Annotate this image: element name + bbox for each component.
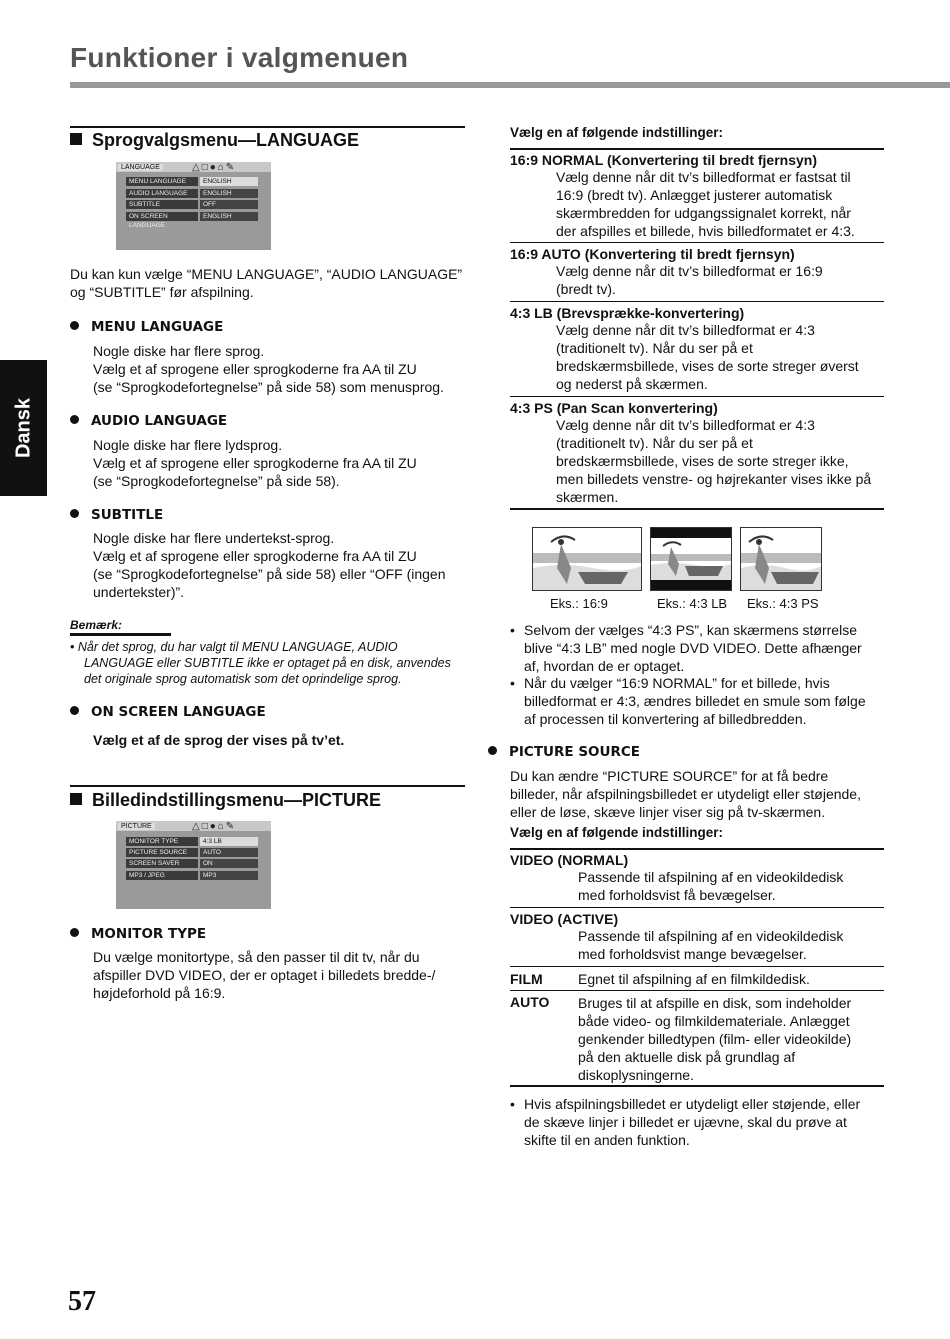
option-video-active: VIDEO (ACTIVE) Passende til afspilning af en videokildedisk med forholdsvist mange bevægelser. xyxy=(510,911,844,962)
caption-4-3-ps: Eks.: 4:3 PS xyxy=(747,596,819,611)
note-2: • Når du vælger “16:9 NORMAL” for et billede, hvis billedformat er 4:3, ændres billedet en smule som følge af processen til konvertering af billedbredden. xyxy=(510,675,866,727)
table-divider xyxy=(510,242,884,243)
option-film: FILM Egnet til afspilning af en filmkildedisk. xyxy=(510,971,810,987)
language-section-heading xyxy=(70,130,359,151)
illustration-4-3-ps xyxy=(740,527,822,591)
monitor-type-heading: MONITOR TYPE xyxy=(70,926,206,942)
table-divider xyxy=(510,396,884,397)
osl-heading: ON SCREEN LANGUAGE xyxy=(70,704,266,720)
table-divider xyxy=(510,966,884,967)
menu-row: PICTURE SOURCE AUTO xyxy=(126,848,258,857)
section-rule xyxy=(70,126,465,128)
table-rule xyxy=(510,1085,884,1087)
picture-section-heading xyxy=(70,790,381,811)
table-divider xyxy=(510,301,884,302)
bullet-icon xyxy=(70,321,79,330)
menu-row: ON SCREEN LANGUAGE ENGLISH xyxy=(126,212,258,221)
page-number: 57 xyxy=(68,1286,96,1317)
beach-image xyxy=(533,528,641,590)
option-4-3-ps: 4:3 PS (Pan Scan konvertering) Vælg denne når dit tv’s billedformat er 4:3 (traditionelt tv). Når du ser på et bredskærmsbillede, vises de sorte streger ikke, men billedets venstre- og højrekanter vises ikke på skærmen. xyxy=(510,400,872,505)
bullet-icon xyxy=(70,928,79,937)
audio-language-heading: AUDIO LANGUAGE xyxy=(70,413,227,429)
subtitle-heading: SUBTITLE xyxy=(70,507,163,523)
square-bullet-icon xyxy=(70,793,82,805)
language-menu-screenshot xyxy=(116,162,271,250)
final-note: • Hvis afspilningsbilledet er utydeligt eller støjende, eller de skæve linjer i billedet er ujævne, skal du prøve at skifte til en anden funktion. xyxy=(510,1096,861,1148)
title-rule xyxy=(70,82,950,88)
picture-heading-text: Billedindstillingsmenu—PICTURE xyxy=(92,790,382,810)
caption-4-3-lb: Eks.: 4:3 LB xyxy=(657,596,728,611)
remark-title: Bemærk: xyxy=(70,618,123,632)
page-title: Funktioner i valgmenuen xyxy=(70,42,409,73)
audio-language-text: Nogle diske har flere lydsprog. Vælg et af sprogene eller sprogkoderne fra AA til ZU (se “Sprogkodefortegnelse” på side 58). xyxy=(93,437,417,489)
menu-language-text: Nogle diske har flere sprog. Vælg et af sprogene eller sprogkoderne fra AA til ZU (se “Sprogkodefortegnelse” på side 58) som menusprog. xyxy=(93,343,444,395)
caption-16-9: Eks.: 16:9 xyxy=(550,596,608,611)
remark-text: • Når det sprog, du har valgt til MENU LANGUAGE, AUDIO LANGUAGE eller SUBTITLE ikke er optaget på en disk, anvendes det originale sprog automatisk som det oprindelige sprog. xyxy=(70,640,451,686)
bullet-icon xyxy=(488,746,497,755)
option-16-9-normal: 16:9 NORMAL (Konvertering til bredt fjernsyn) Vælg denne når dit tv’s billedformat er fastsat til 16:9 (bredt tv). Anlægget justerer automatisk skærmbredden for udgangssignalet korrekt, når der afspilles et billede, hvis billedformatet er 4:3. xyxy=(510,152,855,239)
illustration-4-3-lb xyxy=(650,527,732,591)
section-rule xyxy=(70,785,465,787)
menu-tab-icons: △□●⌂✎ xyxy=(192,821,237,832)
option-video-normal: VIDEO (NORMAL) Passende til afspilning af en videokildedisk med forholdsvist få bevægelser. xyxy=(510,852,844,903)
menu-title: PICTURE xyxy=(118,823,155,830)
square-bullet-icon xyxy=(70,133,82,145)
picture-source-heading: PICTURE SOURCE xyxy=(488,744,640,760)
osl-text: Vælg et af de sprog der vises på tv’et. xyxy=(93,732,345,748)
option-4-3-lb: 4:3 LB (Brevsprække-konvertering) Vælg denne når dit tv’s billedformat er 4:3 (traditionelt tv). Når du ser på et bredskærmsbillede, vises de sorte streger øverst og nederst på skærmen. xyxy=(510,305,859,392)
language-heading-text: Sprogvalgsmenu—LANGUAGE xyxy=(92,130,360,150)
bullet-icon xyxy=(70,706,79,715)
option-auto: AUTO Bruges til at afspille en disk, som indeholder både video- og filmkildemateriale. Anlægget genkender billedtypen (film- eller videokilde) på den aktuelle disk på grundlag af diskoplysningerne. xyxy=(510,994,852,1083)
illustration-16-9 xyxy=(532,527,642,591)
beach-image-letterbox xyxy=(651,528,731,590)
menu-row: SUBTITLE OFF xyxy=(126,200,258,209)
table-divider xyxy=(510,990,884,991)
monitor-type-text: Du vælge monitortype, så den passer til dit tv, når du afspiller DVD VIDEO, der er optaget i billedets bredde-/ højdeforhold på 16:9. xyxy=(93,949,436,1001)
table-divider xyxy=(510,907,884,908)
bullet-icon xyxy=(70,415,79,424)
menu-row: MENU LANGUAGE ENGLISH xyxy=(126,177,258,186)
menu-language-heading: MENU LANGUAGE xyxy=(70,319,223,335)
menu-tab-icons: △□●⌂✎ xyxy=(192,162,237,173)
choose-label-2: Vælg en af følgende indstillinger: xyxy=(510,825,724,840)
menu-row: AUDIO LANGUAGE ENGLISH xyxy=(126,189,258,198)
menu-title: LANGUAGE xyxy=(118,164,163,171)
menu-row: SCREEN SAVER ON xyxy=(126,859,258,868)
table-rule xyxy=(510,508,884,510)
picture-menu-screenshot xyxy=(116,821,271,909)
subtitle-text: Nogle diske har flere undertekst-sprog. Vælg et af sprogene eller sprogkoderne fra AA til ZU (se “Sprogkodefortegnelse” på side 58) eller “OFF (ingen undertekster)”. xyxy=(93,530,446,600)
side-tab-label: Dansk xyxy=(12,397,34,459)
remark-rule xyxy=(70,633,171,636)
choose-label: Vælg en af følgende indstillinger: xyxy=(510,125,724,140)
note-1: • Selvom der vælges “4:3 PS”, kan skærmens størrelse blive “4:3 LB” med nogle DVD VIDEO. Dette afhænger af, hvordan de er optaget. xyxy=(510,622,862,674)
side-tab xyxy=(0,360,47,496)
table-rule xyxy=(510,148,884,150)
option-16-9-auto: 16:9 AUTO (Konvertering til bredt fjernsyn) Vælg denne når dit tv’s billedformat er 16:9 (bredt tv). xyxy=(510,246,823,297)
picture-source-text: Du kan ændre “PICTURE SOURCE” for at få bedre billeder, når afspilningsbilledet er utydeligt eller støjende, eller de løse, skæve linjer viser sig på tv-skærmen. xyxy=(510,768,861,820)
table-rule xyxy=(510,848,884,850)
menu-row: MONITOR TYPE 4:3 LB xyxy=(126,837,258,846)
language-intro: Du kan kun vælge “MENU LANGUAGE”, “AUDIO LANGUAGE” og “SUBTITLE” før afspilning. xyxy=(70,266,463,300)
bullet-icon xyxy=(70,509,79,518)
beach-image-panscan xyxy=(741,528,821,590)
menu-row: MP3 / JPEG MP3 xyxy=(126,871,258,880)
